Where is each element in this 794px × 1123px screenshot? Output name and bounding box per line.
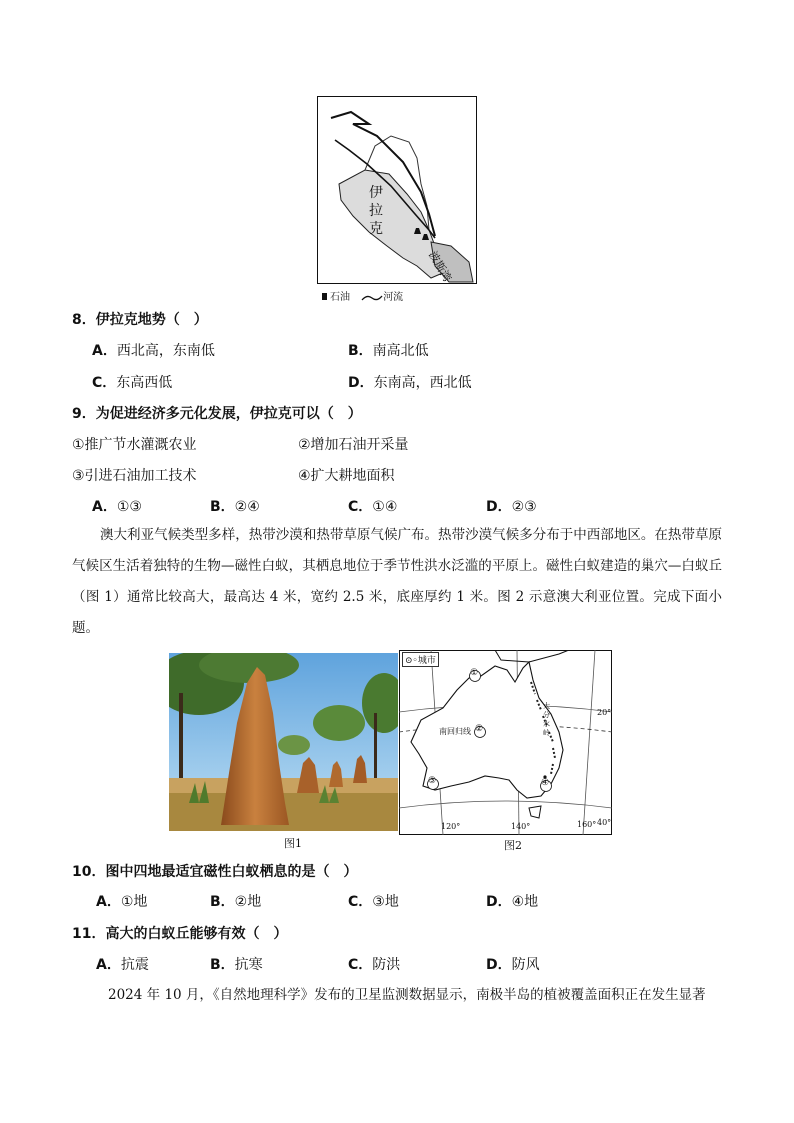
oil-legend-icon [322,293,327,300]
q9-option-c: C．①④ [348,499,398,515]
q9-item-1: ①推广节水灌溉农业 [72,437,197,453]
q8-option-a: A．西北高，东南低 [92,343,215,359]
iraq-map [317,96,477,284]
q10-option-d: D．④地 [486,894,539,910]
q9-item-4: ④扩大耕地面积 [298,468,395,484]
map-legend [322,288,403,303]
question-11-stem: 11．高大的白蚁丘能够有效（ ） [72,926,288,942]
q11-option-c: C．防洪 [348,957,401,973]
oil-legend-label: 石油 [330,292,350,303]
q11-option-a: A．抗震 [96,957,149,973]
australia-map [399,650,612,835]
termite-mound-image [169,653,398,831]
q9-item-3: ③引进石油加工技术 [72,468,197,484]
lat-20-label: 20° [597,708,612,717]
iraq-map-drawing [317,96,477,284]
lon-140-label: 140° [511,822,531,831]
q10-option-c: C．③地 [348,894,399,910]
gulf-label: 波斯湾 [426,249,454,285]
lon-160-label: 160° [577,820,597,829]
q10-option-a: A．①地 [96,894,148,910]
lat-40-label: 40° [597,818,612,827]
map-legend-city: ⊙◦城市 [402,652,439,667]
figure-1-caption: 图1 [284,837,302,850]
question-10-stem: 10．图中四地最适宜磁性白蚁栖息的是（ ） [72,864,358,880]
q8-option-b: B．南高北低 [348,343,429,359]
question-9-stem: 9．为促进经济多元化发展，伊拉克可以（ ） [72,406,362,422]
river-legend-icon [361,294,383,302]
termite-mound-photo [169,653,398,831]
figure-2-caption: 图2 [504,839,522,852]
passage-australia: 澳大利亚气候类型多样，热带沙漠和热带草原气候广布。热带沙漠气候多分布于中西部地区。在热带草原气候区生活着独特的生物—磁性白蚁，其栖息地位于季节性洪水泛滥的平原上。磁性白蚁建造的巢穴—白蚁丘（图 1）通常比较高大，最高达 4 米，宽约 2.5 米，底座厚约 1 米。图 2 示意澳大利亚位置。完成下面小题。 [72,527,722,636]
river-legend-label: 河流 [383,292,404,303]
site-1-label: ① [470,668,479,678]
country-label: 伊 拉 克 [369,185,383,237]
q9-item-2: ②增加石油开采量 [298,437,409,453]
q9-option-a: A．①③ [92,499,142,515]
q11-option-b: B．抗寒 [210,957,263,973]
city-icon: ⊙◦ [405,656,418,666]
australia-map-drawing [399,650,612,835]
passage-antarctica: 2024 年 10 月，《自然地理科学》发布的卫星监测数据显示，南极半岛的植被覆盖面积正在发生显著 [108,987,706,1003]
q8-option-c: C．东高西低 [92,375,173,391]
q9-option-b: B．②④ [210,499,260,515]
lon-120-label: 120° [441,822,461,831]
q9-option-d: D．②③ [486,499,537,515]
site-4-label: ④ [541,778,550,788]
site-2-label: ② [475,724,484,734]
question-8-stem: 8．伊拉克地势（ ） [72,312,208,328]
q10-option-b: B．②地 [210,894,262,910]
range-label: 大分水岭 [543,702,550,737]
tropic-label: 南回归线 [439,727,471,736]
q11-option-d: D．防风 [486,957,540,973]
q8-option-d: D．东南高，西北低 [348,375,472,391]
site-3-label: ③ [428,776,437,786]
